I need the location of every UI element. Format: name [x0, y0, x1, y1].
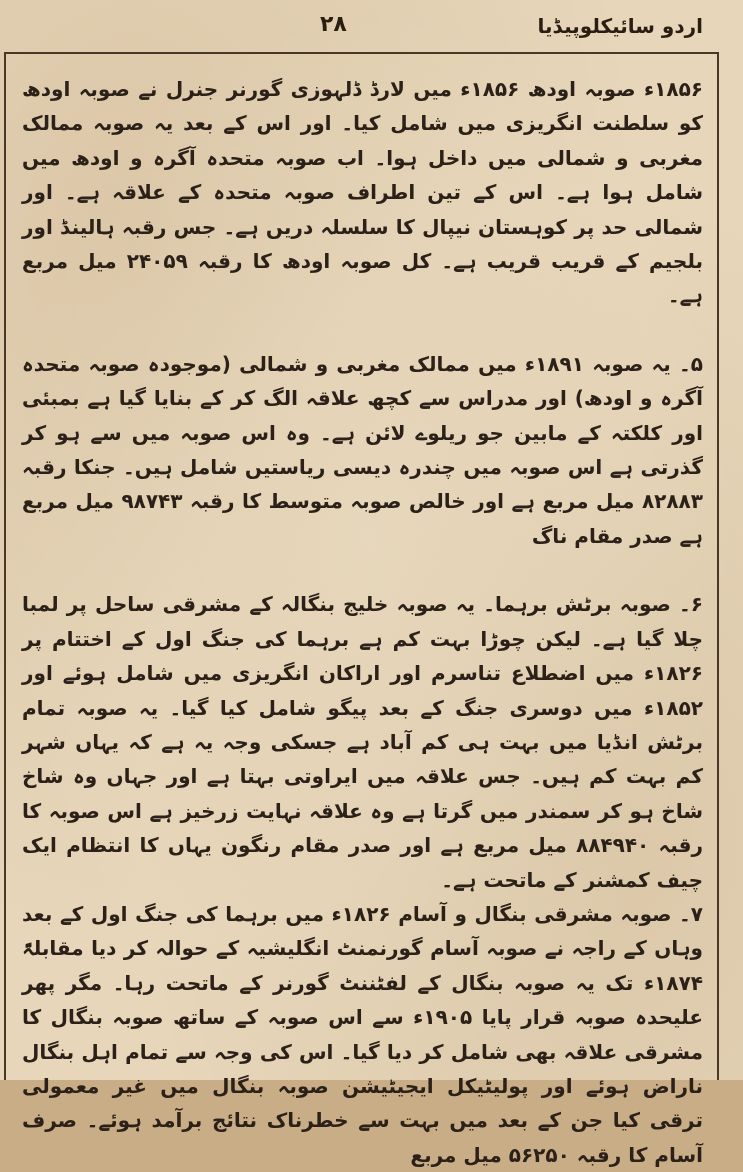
paragraph-eastern-bengal-assam: ۷۔ صوبہ مشرقی بنگال و آسام ۱۸۲۶ء میں برہما کی جنگ اول کے بعد وہاں کے راجہ نے صوبہ آسام گورنمنٹ انگلیشیہ کے حوالہ کر دیا مقابلۃً ۱۸۷۴ء تک یہ صوبہ بنگال کے لفٹننٹ گورنر کے ماتحت رہا۔ مگر پھر علیحدہ صوبہ قرار پایا ۱۹۰۵ء سے اس صوبہ کے ساتھ صوبہ بنگال کا مشرقی علاقہ بھی شامل کر دیا گیا۔ اس کی وجہ سے تمام اہل بنگال ناراض ہوئے اور پولیٹیکل ایجیٹیشن صوبہ بنگال میں غیر معمولی ترقی کیا جن کے بعد میں بہت سے خطرناک نتائج برآمد ہوئے۔ صرف آسام کا رقبہ ۵۶۲۵۰ میل مربع: [22, 901, 703, 1167]
body-text: [22, 72, 703, 1167]
paragraph-central-provinces: ۵۔ یہ صوبہ ۱۸۹۱ء میں ممالک مغربی و شمالی (موجودہ صوبہ متحدہ آگرہ و اودھ) اور مدراس سے کچھ علاقہ الگ کر کے بنایا گیا ہے بمبئی اور کلکتہ کے مابین جو ریلوے لائن ہے۔ وہ اس صوبہ میں سے ہو کر گذرتی ہے اس صوبہ میں چندرہ دیسی ریاستیں شامل ہیں۔ جنکا رقبہ ۸۲۸۸۳ میل مربع ہے اور خالص صوبہ متوسط کا رقبہ ۹۸۷۴۳ میل مربع ہے صدر مقام ناگ: [22, 351, 703, 548]
page-number: ۲۸: [320, 12, 347, 37]
paragraph-burma: ۶۔ صوبہ برٹش برہما۔ یہ صوبہ خلیج بنگالہ کے مشرقی ساحل پر لمبا چلا گیا ہے۔ لیکن چوڑا بہت کم ہے برہما کی جنگ اول کے اختتام پر ۱۸۲۶ء میں اضطلاع تناسرم اور اراکان انگریزی میں شامل ہوئے اور ۱۸۵۲ء میں دوسری جنگ کے بعد پیگو شامل کیا گیا۔ یہ صوبہ تمام برٹش انڈیا میں بہت ہی کم آباد ہے جسکی وجہ یہ ہے کہ یہاں شہر کم بہت کم ہیں۔ جس علاقہ میں ایراوتی بہتا ہے اور جہاں وہ شاخ شاخ ہو کر سمندر میں گرتا ہے وہ علاقہ نہایت زرخیز ہے اس صوبہ کا رقبہ ۸۸۴۹۴۰ میل مربع ہے اور صدر مقام رنگون یہاں کا انتظام ایک چیف کمشنر کے ماتحت ہے۔: [22, 592, 703, 892]
paragraph-oudh: ۱۸۵۶ء صوبہ اودھ ۱۸۵۶ء میں لارڈ ڈلہوزی گورنر جنرل نے صوبہ اودھ کو سلطنت انگریزی میں شامل کیا۔ اور اس کے بعد یہ صوبہ ممالک مغربی و شمالی میں داخل ہوا۔ اب صوبہ متحدہ آگرہ و اودھ میں شامل ہوا ہے۔ اس کے تین اطراف صوبہ متحدہ کے علاقہ ہے۔ اور شمالی حد پر کوہستان نیپال کا سلسلہ دریں ہے۔ جس رقبہ ہالینڈ اور بلجیم کے قریب قریب ہے۔ کل صوبہ اودھ کا رقبہ ۲۴۰۵۹ میل مربع ہے۔: [22, 77, 703, 308]
page-header: [20, 10, 723, 46]
book-title: اردو سائیکلوپیڈیا: [537, 14, 703, 38]
